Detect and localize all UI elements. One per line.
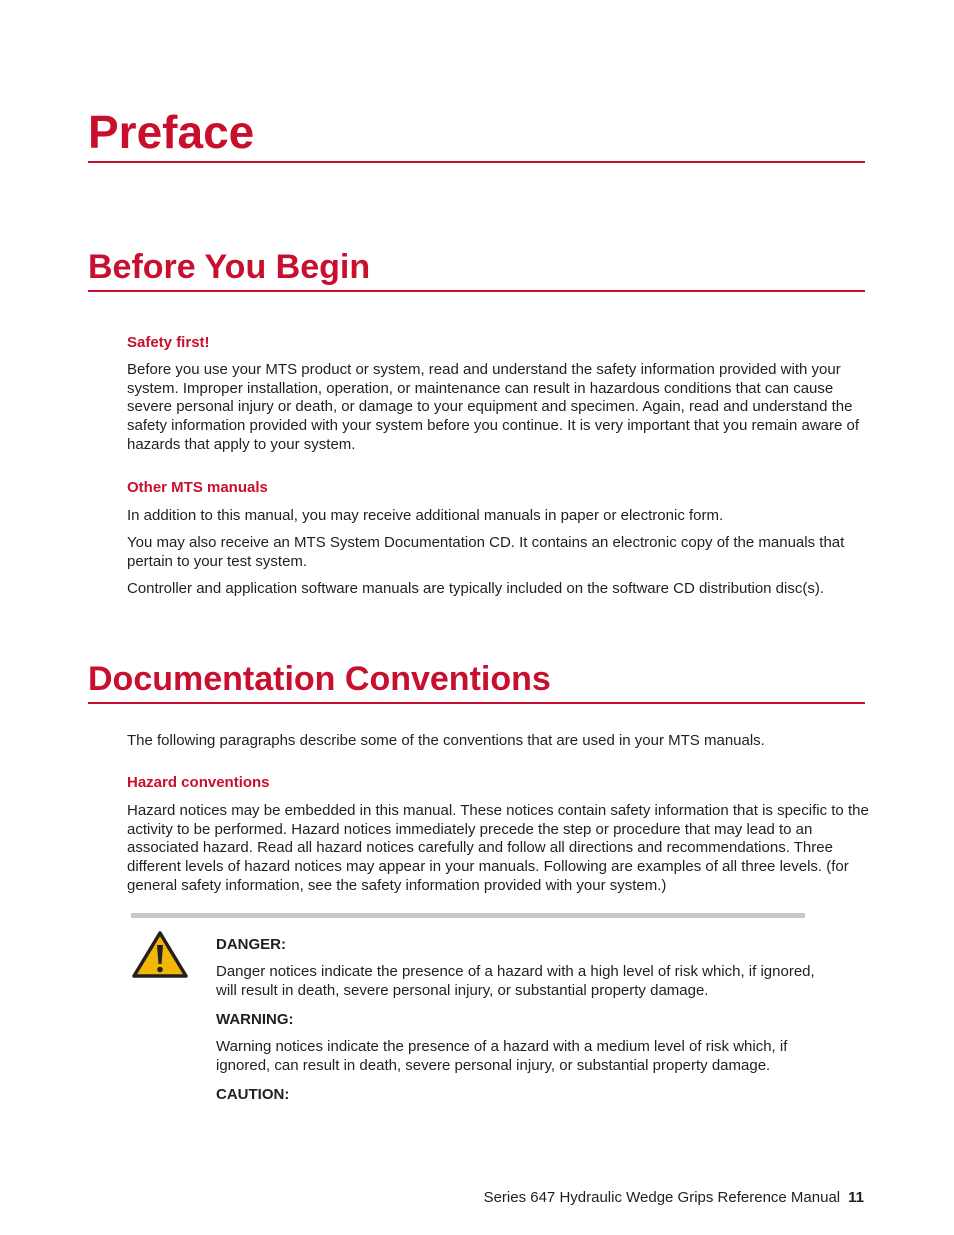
hazard-separator-rule [131,913,805,918]
footer-page-number: 11 [848,1189,864,1206]
section-heading-documentation-conventions: Documentation Conventions [88,658,865,704]
danger-text: Danger notices indicate the presence of a hazard with a high level of risk which, if ignored, will result in death, severe personal injury, or substantial property damage. [216,963,815,999]
subheading-hazard-conventions: Hazard conventions [127,774,270,791]
warning-label: WARNING: [216,1011,294,1028]
subheading-safety-first: Safety first! [127,334,210,351]
warning-text: Warning notices indicate the presence of a hazard with a medium level of risk which, if ignored, can result in death, severe personal injury, or substantial property damage. [216,1038,788,1074]
page-title: Preface [88,104,865,163]
subheading-other-manuals: Other MTS manuals [127,479,268,496]
conventions-intro: The following paragraphs describe some of the conventions that are used in your MTS manuals. [127,732,765,749]
safety-paragraph: Before you use your MTS product or system, read and understand the safety information provided with your system. Improper installation, operation, or maintenance can result in hazardous conditions that can cause severe personal injury or death, or damage to your equipment and specimen. Again, read and understand the safety information provided with your system before you continue. It is very important that you remain aware of hazards that apply to your system. [127,361,860,453]
manuals-paragraph-1: In addition to this manual, you may receive additional manuals in paper or electronic form. [127,507,724,524]
danger-label: DANGER: [216,936,286,953]
caution-label: CAUTION: [216,1086,290,1103]
hazard-paragraph: Hazard notices may be embedded in this manual. These notices contain safety information that is specific to the activity to be performed. Hazard notices immediately precede the step or procedure that may lead to an associated hazard. Read all hazard notices carefully and follow all directions and recommendations. Three different levels of hazard notices may appear in your manuals. Following are examples of all three levels. (for general safety information, see the safety information provided with your system.) [127,802,869,894]
section-heading-before-you-begin: Before You Begin [88,246,865,292]
page-footer [420,1189,864,1207]
manuals-paragraph-2: You may also receive an MTS System Documentation CD. It contains an electronic copy of the manuals that pertain to your test system. [127,534,845,570]
footer-manual-title: Series 647 Hydraulic Wedge Grips Reference Manual [483,1189,841,1206]
warning-triangle-icon [131,930,189,980]
manuals-paragraph-3: Controller and application software manuals are typically included on the software CD distribution disc(s). [127,580,825,597]
